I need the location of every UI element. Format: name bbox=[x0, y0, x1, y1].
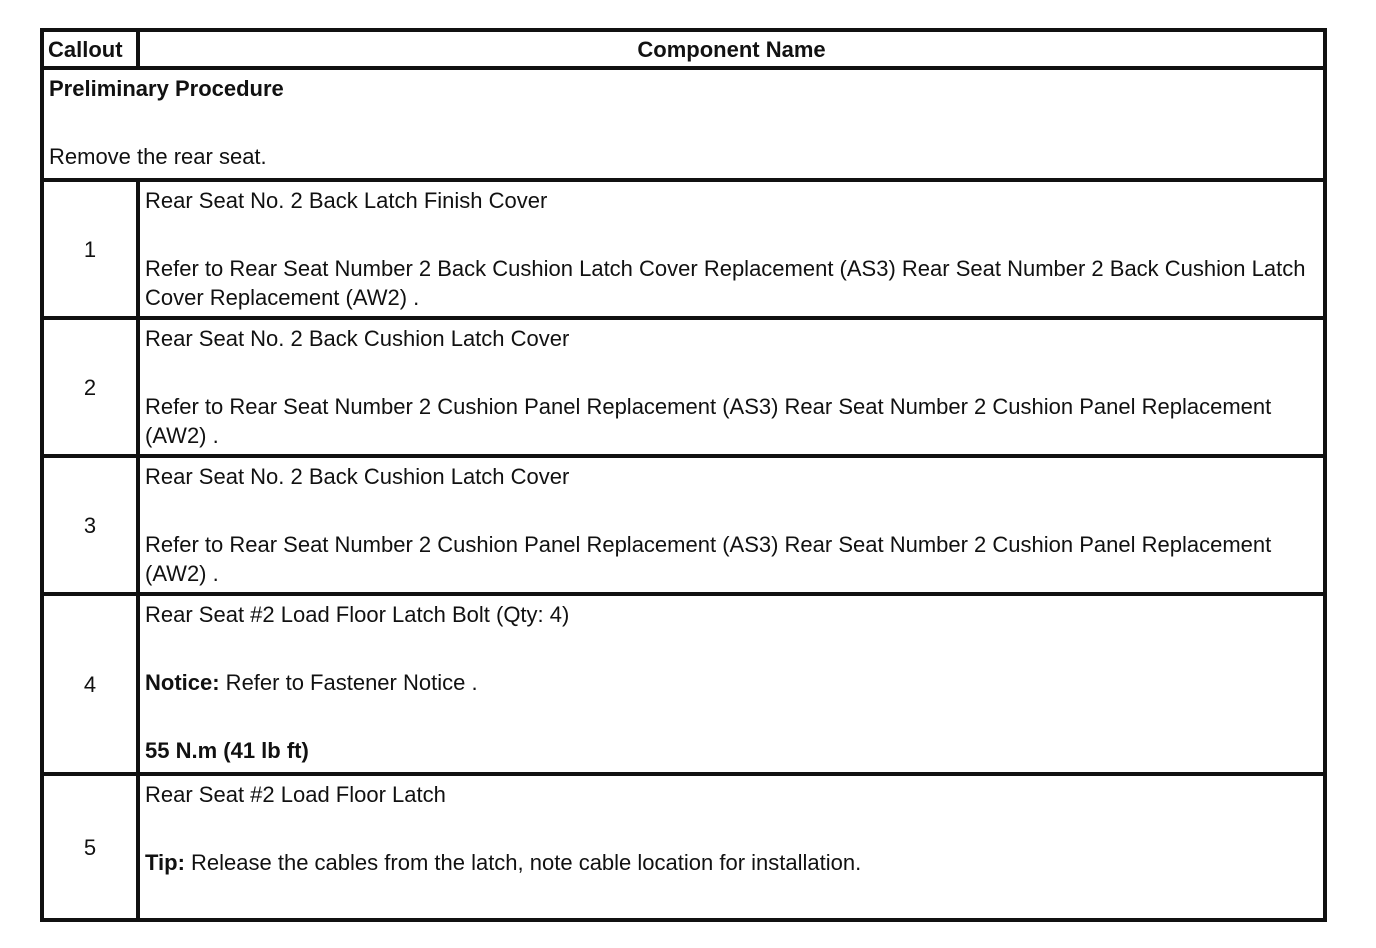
preliminary-cell bbox=[42, 68, 1325, 180]
table-row bbox=[42, 594, 1325, 774]
table-row bbox=[42, 456, 1325, 594]
notice-text: Refer to Fastener Notice . bbox=[219, 670, 478, 695]
notice-label: Notice: bbox=[145, 670, 220, 695]
component-name-header: Component Name bbox=[138, 30, 1325, 68]
tip-label: Tip: bbox=[145, 850, 185, 875]
callout-number: 5 bbox=[42, 774, 138, 920]
component-reference: Refer to Rear Seat Number 2 Back Cushion Latch Cover Replacement (AS3) Rear Seat Number 2 Back Cushion Latch Cover Replacement (AW2) . bbox=[145, 256, 1306, 310]
callout-number: 4 bbox=[42, 594, 138, 774]
table-row bbox=[42, 318, 1325, 456]
component-name: Rear Seat #2 Load Floor Latch bbox=[145, 782, 446, 807]
component-reference: Refer to Rear Seat Number 2 Cushion Panel Replacement (AS3) Rear Seat Number 2 Cushion Panel Replacement (AW2) . bbox=[145, 394, 1272, 448]
table-row bbox=[42, 774, 1325, 920]
callout-number: 2 bbox=[42, 318, 138, 456]
torque-spec: 55 N.m (41 lb ft) bbox=[145, 738, 309, 763]
component-name: Rear Seat No. 2 Back Cushion Latch Cover bbox=[145, 326, 570, 351]
component-table bbox=[40, 28, 1327, 922]
callout-header: Callout bbox=[42, 30, 138, 68]
preliminary-row bbox=[42, 68, 1325, 180]
component-cell bbox=[138, 594, 1325, 774]
component-cell bbox=[138, 774, 1325, 920]
callout-number: 3 bbox=[42, 456, 138, 594]
callout-number: 1 bbox=[42, 180, 138, 318]
table-header-row bbox=[42, 30, 1325, 68]
tip-text: Release the cables from the latch, note cable location for installation. bbox=[184, 850, 862, 875]
component-name: Rear Seat No. 2 Back Latch Finish Cover bbox=[145, 188, 548, 213]
preliminary-text: Remove the rear seat. bbox=[49, 144, 267, 169]
component-reference: Refer to Rear Seat Number 2 Cushion Panel Replacement (AS3) Rear Seat Number 2 Cushion Panel Replacement (AW2) . bbox=[145, 532, 1272, 586]
component-name: Rear Seat #2 Load Floor Latch Bolt (Qty: 4) bbox=[145, 602, 570, 627]
component-name: Rear Seat No. 2 Back Cushion Latch Cover bbox=[145, 464, 570, 489]
component-cell bbox=[138, 456, 1325, 594]
component-cell bbox=[138, 180, 1325, 318]
preliminary-title: Preliminary Procedure bbox=[49, 76, 284, 101]
tip-line bbox=[145, 848, 1318, 877]
notice-line bbox=[145, 668, 1318, 697]
component-cell bbox=[138, 318, 1325, 456]
table-row bbox=[42, 180, 1325, 318]
